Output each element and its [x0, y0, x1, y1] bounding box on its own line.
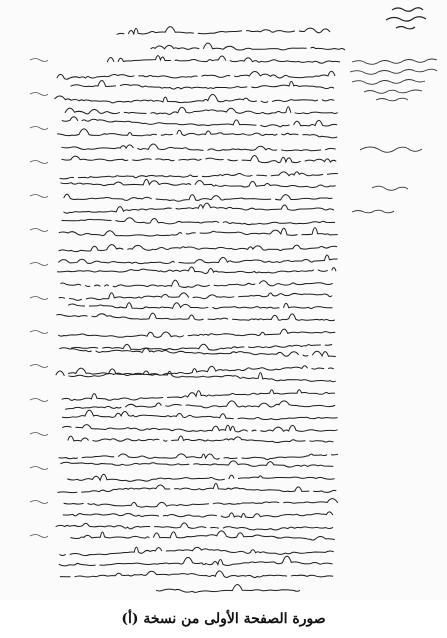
handwritten-line — [156, 585, 300, 593]
handwritten-line — [59, 547, 333, 555]
handwritten-line — [59, 454, 338, 460]
edge-mark — [30, 93, 48, 96]
handwritten-line — [65, 401, 335, 409]
handwritten-line — [56, 313, 334, 321]
handwritten-line — [68, 368, 336, 382]
handwritten-line — [60, 461, 333, 467]
handwritten-line — [57, 267, 336, 274]
handwritten-line — [62, 390, 335, 401]
handwritten-line — [68, 303, 332, 309]
handwritten-line — [60, 172, 338, 179]
edge-mark — [30, 399, 48, 402]
edge-mark — [30, 535, 48, 538]
handwritten-line — [147, 43, 345, 50]
handwritten-line — [63, 203, 334, 213]
edge-mark — [30, 297, 48, 300]
handwritten-line — [62, 410, 338, 419]
handwritten-line — [60, 571, 333, 578]
handwritten-line — [55, 293, 332, 301]
handwritten-line — [59, 512, 333, 518]
edge-mark — [30, 127, 48, 130]
edge-mark — [30, 467, 48, 470]
edge-mark — [30, 365, 48, 368]
handwritten-line — [56, 366, 334, 377]
handwritten-line — [62, 218, 336, 225]
handwritten-line — [59, 348, 335, 357]
handwritten-line — [57, 144, 335, 151]
edge-mark — [30, 229, 48, 232]
handwritten-line — [61, 107, 338, 115]
handwritten-line — [55, 94, 335, 102]
handwritten-line — [61, 155, 336, 162]
edge-mark — [30, 263, 48, 266]
handwritten-line — [57, 71, 335, 79]
handwritten-line — [57, 129, 337, 138]
handwritten-line — [58, 255, 337, 264]
edge-mark — [30, 59, 48, 62]
handwritten-line — [60, 280, 332, 287]
handwritten-line — [64, 194, 333, 201]
right-margin-notes — [350, 59, 437, 213]
handwritten-line — [107, 56, 340, 64]
left-edge-marks — [30, 59, 48, 538]
edge-mark — [30, 195, 48, 198]
handwritten-line — [117, 27, 330, 35]
handwritten-line — [62, 425, 337, 432]
handwritten-line — [59, 556, 333, 566]
handwritten-line — [71, 80, 334, 89]
manuscript-text-lines — [55, 27, 345, 593]
handwritten-line — [64, 499, 338, 507]
figure-caption: صورة الصفحة الأولى من نسخة (أ) — [121, 611, 326, 627]
handwritten-line — [56, 523, 333, 530]
edge-mark — [30, 433, 48, 436]
handwritten-line — [67, 474, 334, 481]
handwritten-line — [62, 117, 337, 127]
top-marginal-note — [386, 8, 426, 29]
handwritten-line — [60, 179, 335, 187]
handwritten-line — [68, 436, 334, 443]
edge-mark — [30, 501, 48, 504]
handwritten-line — [58, 329, 335, 337]
handwritten-line — [59, 245, 338, 252]
handwritten-line — [71, 344, 332, 350]
edge-mark — [30, 331, 48, 334]
handwritten-line — [59, 228, 338, 236]
edge-mark — [30, 161, 48, 164]
handwritten-line — [57, 484, 336, 493]
handwritten-line — [70, 531, 334, 540]
